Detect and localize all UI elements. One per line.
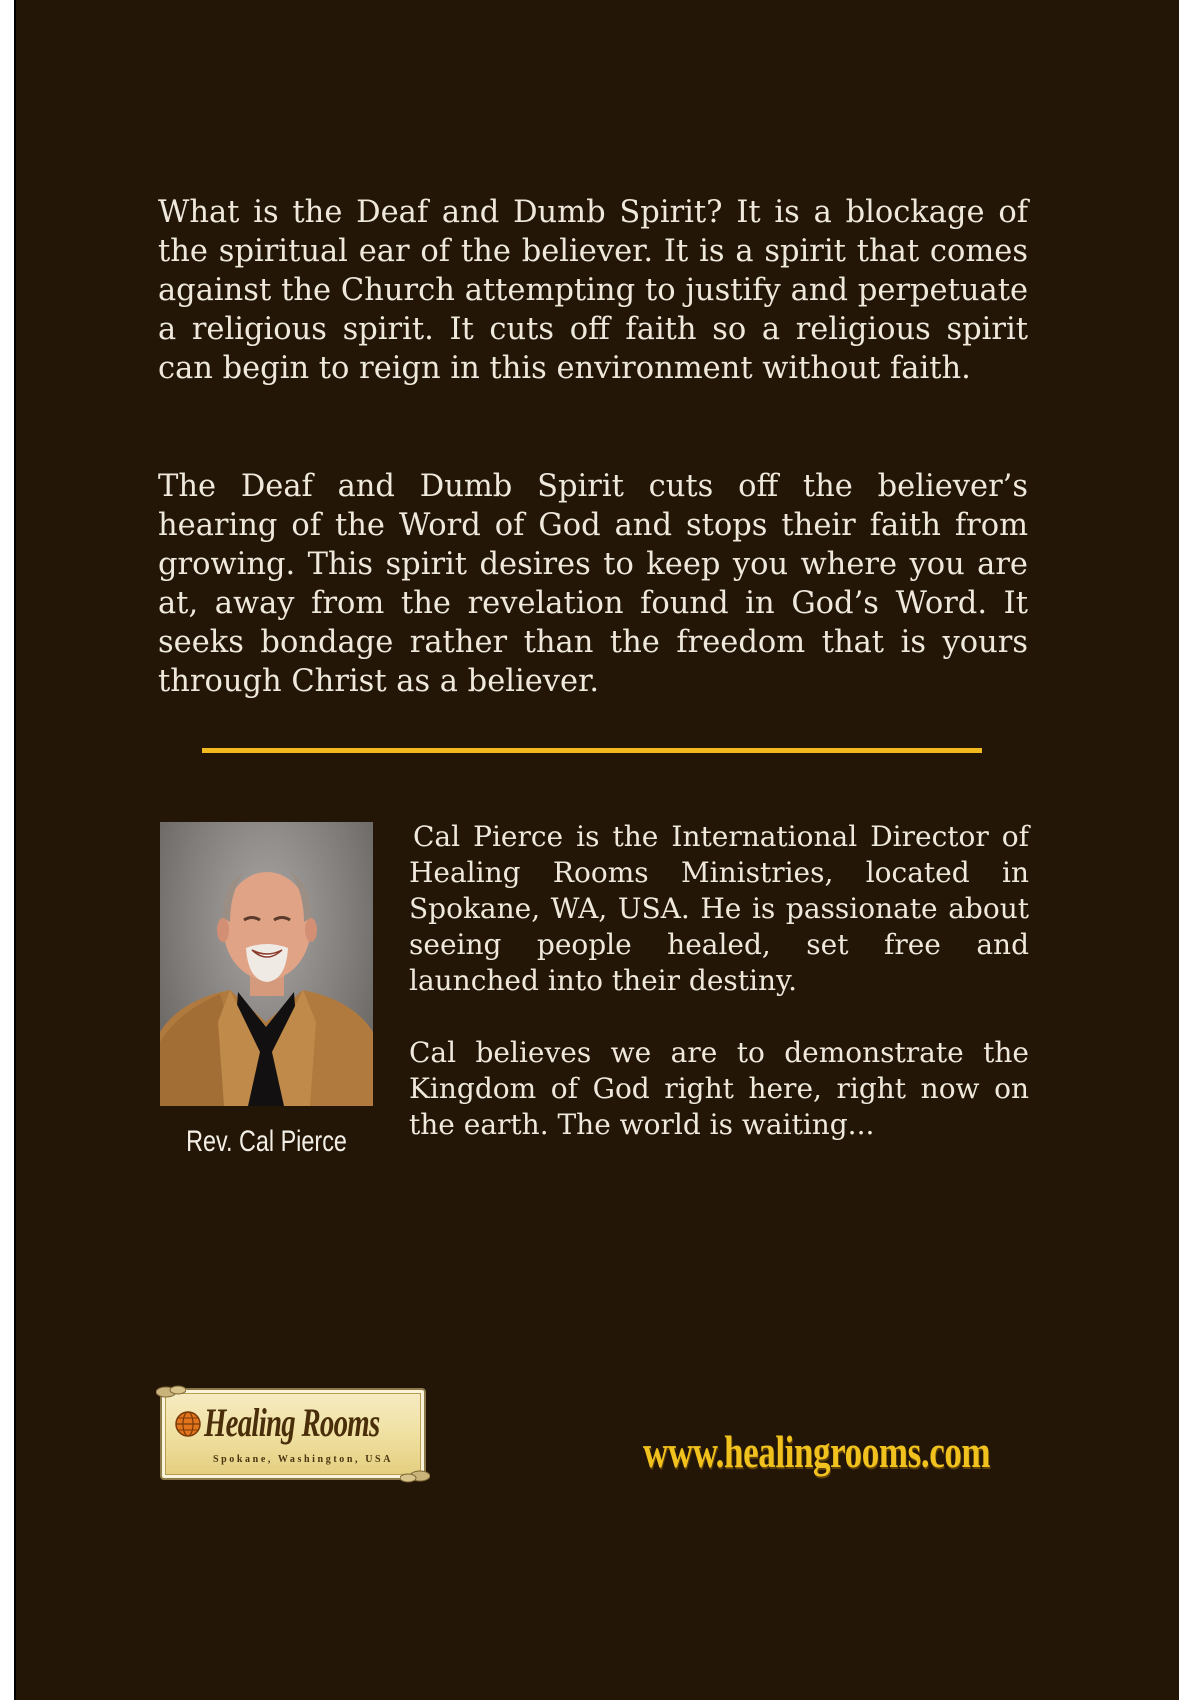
leaf-icon — [400, 1468, 430, 1484]
globe-icon — [174, 1410, 202, 1438]
logo-name: Healing Rooms — [204, 1400, 380, 1445]
author-caption: Rev. Cal Pierce — [186, 1125, 347, 1158]
gold-divider — [202, 748, 982, 753]
healing-rooms-logo — [160, 1388, 426, 1480]
leaf-icon — [156, 1384, 186, 1400]
author-photo — [160, 822, 373, 1106]
logo-location: Spokane, Washington, USA — [212, 1454, 394, 1465]
author-bio-paragraph: Cal Pierce is the International Director of Healing Rooms Ministries, located in Spokane, WA, USA. He is passionate about seeing people healed, set free and launched into their destiny. — [409, 820, 1029, 997]
website-url: www.healingrooms.com — [643, 1426, 991, 1477]
blurb-paragraph: The Deaf and Dumb Spirit cuts off the believer’s hearing of the Word of God and stops their faith from growing. This spirit desires to keep you where you are at, away from the revelation found in God’s Word. It seeks bondage rather than the freedom that is yours through Christ as a believer. — [158, 469, 1028, 699]
blurb-paragraph: What is the Deaf and Dumb Spirit? It is a blockage of the spiritual ear of the believer. It is a spirit that comes against the Church attempting to justify and perpetuate a religious spirit. It cuts off faith so a religious spirit can begin to reign in this environment without faith. — [158, 195, 1028, 386]
author-bio-paragraph: Cal believes we are to demonstrate the Kingdom of God right here, right now on the earth. The world is waiting... — [409, 1036, 1029, 1141]
author-portrait-illustration — [160, 822, 373, 1106]
